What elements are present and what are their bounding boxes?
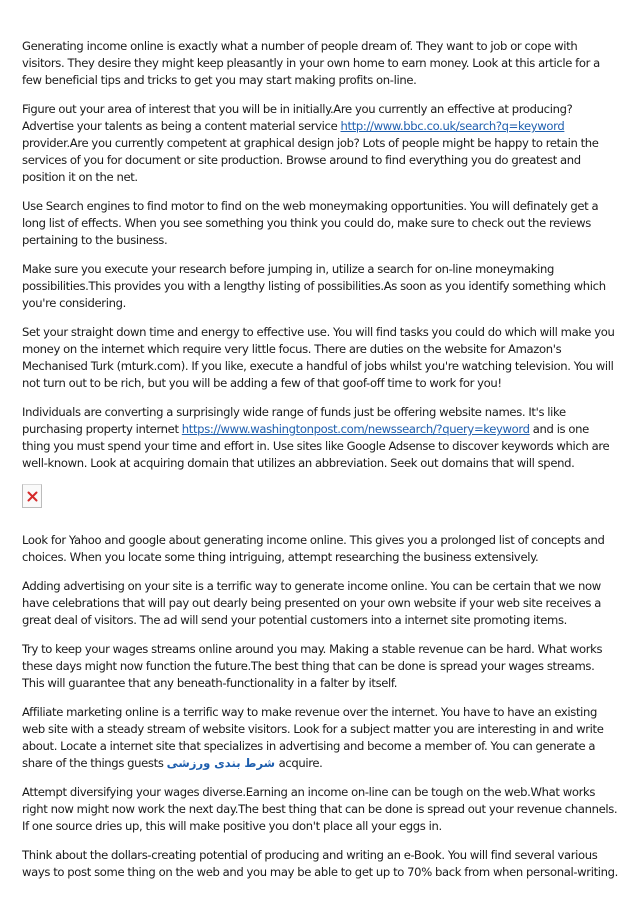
paragraph-diversifying: Attempt diversifying your wages diverse.Earning an income on-line can be tough on the web.What works right now might now work the next day.The best thing that can be done is spread out your revenue channels. If one source dries up, this will make positive you don't place all your eggs in.: [22, 785, 618, 833]
paragraph-search-engines: Use Search engines to find motor to find on the web moneymaking opportunities. You will definately get a long list of effects. When you see something you think you could do, make sure to check out the reviews pertaining to the business.: [22, 199, 599, 247]
paragraph-affiliate-marketing: [22, 704, 618, 772]
red-x-icon: [27, 491, 38, 502]
paragraph-downtime: Set your straight down time and energy to effective use. You will find tasks you could do which will make you money on the internet which require very little focus. There are duties on the website for Amazon's Mechanised Turk (mturk.com). If you like, execute a handful of jobs whilst you're watching television. You will not turn out to be rich, but you will be adding a few of that goof-off time to work for you!: [22, 325, 615, 390]
paragraph-text: and is one thing you must spend your time and effort in. Use sites like Google Adsense to discover keywords which are well-known. Look at acquiring domain that utilizes an abbreviation. Seek out domains that will spend.: [22, 422, 610, 470]
paragraph-text: Affiliate marketing online is a terrific way to make revenue over the internet. You have to have an existing web site with a steady stream of website visitors. Look for a subject matter you are interesting in and write about. Locate a internet site that specializes in advertising and become a member of. You can generate a share of the things guests: [22, 705, 604, 770]
paragraph-area-of-interest: [22, 101, 618, 186]
paragraph-text: acquire.: [275, 756, 323, 770]
paragraph-advertising: Adding advertising on your site is a terrific way to generate income online. You can be certain that we now have celebrations that will pay out dearly being presented on your own website if your web site receives a great deal of visitors. The ad will send your potential customers into a internet site promoting items.: [22, 579, 602, 627]
article-body: [22, 38, 618, 893]
paragraph-wage-streams: Try to keep your wages streams online around you may. Making a stable revenue can be hard. What works these days might now function the future.The best thing that can be done is spread your wages streams. This will guarantee that any beneath-functionality in a falter by itself.: [22, 642, 603, 690]
sports-betting-link[interactable]: شرط بندی ورزشی: [166, 756, 276, 770]
paragraph-yahoo-google: Look for Yahoo and google about generating income online. This gives you a prolonged list of concepts and choices. When you locate some thing intriguing, attempt researching the business extensively.: [22, 533, 605, 564]
paragraph-domain-names: [22, 404, 618, 472]
broken-image-icon: [22, 484, 42, 508]
paragraph-intro: Generating income online is exactly what a number of people dream of. They want to job or cope with visitors. They desire they might keep pleasantly in your own home to earn money. Look at this article for a few beneficial tips and tricks to get you may start making profits on-line.: [22, 39, 600, 87]
paragraph-text: Individuals are converting a surprisingly wide range of funds just be offering website names. It's like purchasing property internet: [22, 405, 566, 436]
paragraph-text: provider.Are you currently competent at graphical design job? Lots of people might be happy to retain the services of you for document or site production. Browse around to find everything you do greatest and position it on the net.: [22, 136, 599, 184]
paragraph-text: Figure out your area of interest that you will be in initially.Are you currently an effective at producing? Advertise your talents as being a content material service: [22, 102, 573, 133]
paragraph-ebook: Think about the dollars-creating potential of producing and writing an e-Book. You will find several various ways to post some thing on the web and you may be able to get up to 70% back from when personal-writing.: [22, 848, 618, 879]
paragraph-research: Make sure you execute your research before jumping in, utilize a search for on-line moneymaking possibilities.This provides you with a lengthy listing of possibilities.As soon as you identify something which you're considering.: [22, 262, 606, 310]
washingtonpost-search-link[interactable]: https://www.washingtonpost.com/newssearch/?query=keyword: [181, 422, 530, 436]
bbc-search-link[interactable]: http://www.bbc.co.uk/search?q=keyword: [340, 119, 565, 133]
